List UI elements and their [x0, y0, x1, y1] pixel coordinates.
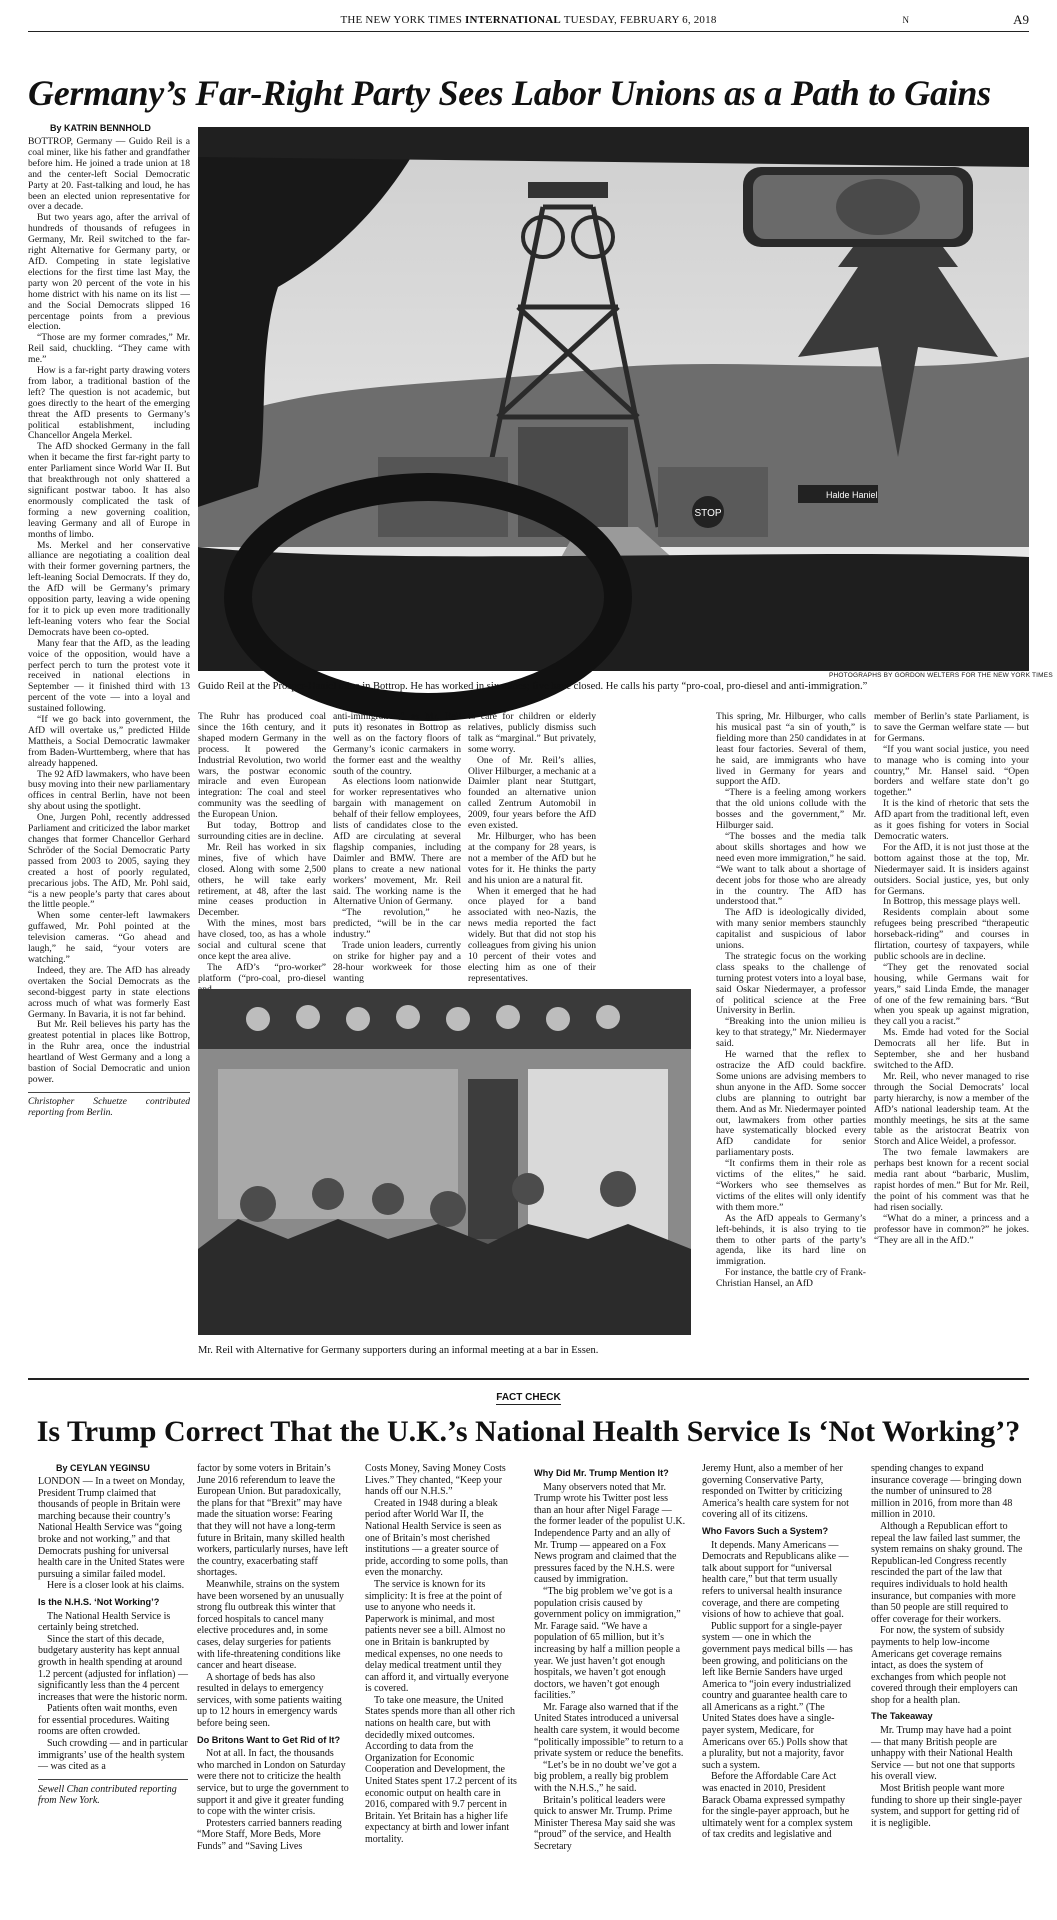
paragraph: How is a far-right party drawing voters from labor, a traditional bastion of the left? The question is not academic, but goes directly to the heart of the emerging threat the AfD presents to Germany’s political establishment, including Chancellor Angela Merkel. — [28, 365, 190, 442]
paragraph: For now, the system of subsidy payments to help low-income Americans get coverage remains intact, as does the system of exchanges from which people not covered through their employers can shop for a health plan. — [871, 1625, 1018, 1706]
paragraph: “The bosses and the media talk about skills shortages and how we need even more immigration,” he said. “We want to talk about a shortage of decent jobs for those who are already in the country. The AfD has understood that.” — [716, 830, 866, 908]
story2-column-6 — [871, 1463, 1023, 1918]
paragraph: Mr. Reil, who never managed to rise through the Social Democrats’ local party hierarchy, is now a member of the AfD’s national leadership team. At the monthly meetings, he sits at the same table as the aristocrat Beatrix von Storch and Alice Weidel, a professor. — [874, 1070, 1029, 1148]
paragraph: He warned that the reflex to ostracize the AfD could backfire. Some unions are advising members to shun anyone in the AfD. Some soccer clubs are planning to outright bar them. And as Mr. Niedermayer pointed out, lawmakers from other parties have systematically blocked every AfD candidate for senior parliamentary posts. — [716, 1049, 867, 1159]
story2-column-4 — [534, 1463, 686, 1918]
paragraph: Most British people want more funding to shore up their single-payer system, and support for getting rid of it is negligible. — [871, 1783, 1022, 1829]
paragraph: For the AfD, it is not just those at the bottom against those at the top, Mr. Niedermayer said. It is insiders against outsiders. Social justice, yes, but only for Germans. — [874, 841, 1029, 897]
paragraph: It depends. Many Americans — Democrats and Republicans alike — talk about support for “universal health care,” but that term usually refers to universal health insurance coverage, and there are competing visions of how to achieve that goal. — [702, 1539, 849, 1621]
paragraph: The AfD is ideologically divided, with many senior members staunchly capitalist and suspicious of labor unions. — [716, 907, 866, 952]
paragraph: Since the start of this decade, budgetary austerity has kept annual growth in health spending at around 1.2 percent (adjusted for inflation) — significantly less than the 4 percent increases that were the historic norm. — [38, 1633, 188, 1703]
section-divider — [28, 1378, 1029, 1380]
paragraph: Trade union leaders, currently on strike for higher pay and a 28-hour workweek for those wanting — [333, 940, 461, 984]
paragraph: One, Jurgen Pohl, recently addressed Parliament and criticized the labor market changes that former Chancellor Gerhard Schröder of the Social Democratic Party passed from 2003 to 2005, saying they created a host of poorly regulated, precarious jobs. The AfD, Mr. Pohl said, “is a new people’s party that cares about the little people.” — [28, 812, 190, 911]
masthead — [28, 6, 1029, 32]
paragraph: “If you want social justice, you need to manage who is coming into your country,” Mr. Hansel said. “Open borders and welfare state don’t go together.” — [874, 743, 1029, 799]
paragraph: “They get the renovated social housing, while Germans wait for years,” said Linda Emde, the manager of one of the few remaining bars. “But when you speak up against migration, they call you a racist.” — [874, 961, 1029, 1028]
subheading: Why Did Mr. Trump Mention It? — [534, 1468, 669, 1478]
paragraph: “What do a miner, a princess and a professor have in common?” he jokes. “They are all in the AfD.” — [874, 1212, 1029, 1246]
paragraph: “It confirms them in their role as victims of the elites,” he said. “Workers who see themselves as victims of the elites will only identify with them more.” — [716, 1158, 866, 1213]
story2-column-5 — [702, 1463, 854, 1918]
kicker-fact-check: FACT CHECK — [496, 1392, 561, 1403]
paragraph: The 92 AfD lawmakers, who have been busy moving into their new parliamentary offices in central Berlin, have not been shy about using the spotlight. — [28, 768, 190, 813]
paragraph: Ms. Merkel and her conservative alliance are negotiating a coalition deal with their former governing partners, the left-leaning Social Democrats. If they do, the AfD will be Germany’s primary opposition party, leaving a wide opening for it to pick up even more traditionally left-leaning voters who fear the Social Democrats have been co-opted. — [28, 539, 190, 638]
paragraph: In Bottrop, this message plays well. — [883, 896, 1021, 908]
paragraph: When it emerged that he had once played for a band associated with neo-Nazis, the news media reported the fact widely. But that did not stop his colleagues from giving his union 10 percent of their votes and electing him as one of their representatives. — [468, 885, 596, 984]
issue-date: TUESDAY, FEBRUARY 6, 2018 — [563, 14, 717, 26]
reporting-credit: Christopher Schuetze contributed reporting from Berlin. — [28, 1092, 190, 1119]
paragraph: The AfD shocked Germany in the fall when it became the first far-right party to enter Parliament since World War II. But that breakthrough not only shattered a significant postwar taboo. It has also enormously complicated the task of forming a new governing coalition, leaving Germany and all of Europe in months of limbo. — [28, 441, 190, 540]
paragraph: This spring, Mr. Hilburger, who calls his musical past “a sin of youth,” is fielding more than 250 candidates in at least four factories. Several of them, he said, are immigrants who have lived in Germany for years and support the AfD. — [716, 711, 866, 788]
paragraph: spending changes to expand insurance coverage — bringing down the number of uninsured to 28 million in 2016, from more than 48 million in 2010. — [871, 1463, 1022, 1521]
paragraph: Patients often wait months, even for essential procedures. Waiting rooms are often crowded. — [38, 1703, 178, 1738]
paragraph: A shortage of beds has also resulted in delays to emergency services, with some patients waiting up to 12 hours in emergency wards before being seen. — [197, 1671, 342, 1730]
story1-column-1 — [28, 137, 190, 1339]
paragraph: But two years ago, after the arrival of hundreds of thousands of refugees in Germany, Mr. Reil switched to the far-right Alternative for Germany party, or AfD. Competing in state legislative elections for the first time last May, the party won 20 percent of the vote in his home district with his name on its list — and the Social Democrats slipped 16 percentage points from a previous election. — [28, 212, 190, 333]
paragraph: Costs Money, Saving Money Costs Lives.” They chanted, “Keep your hands off our N.H.S.” — [365, 1463, 506, 1498]
paragraph: Indeed, they are. The AfD has already overtaken the Social Democrats as the second-biggest party in state elections across much of what was formerly East Germany. In Bavaria, it is not far behind. — [28, 964, 190, 1020]
paragraph: The service is known for its simplicity: It is free at the point of use to anyone who needs it. Paperwork is minimal, and most patients never see a bill. Almost no one in Britain is bankrupted by medical expenses, no one needs to delay medical treatment until they can afford it, and virtually everyone is covered. — [365, 1578, 509, 1695]
paragraph: anti-immigration,” as Mr. Reil puts it) resonates in Bottrop as well as on the factory floors of Germany’s iconic carmakers in the former east and the wealthy south of the country. — [333, 711, 461, 777]
paragraph: Public support for a single-payer system — one in which the government pays medical bills — has been growing, and politicians on the left like Bernie Sanders have urged America to “join every industrialized country and guarantee health care to all Americans as a right.” (The United States does have a single-payer system, Medicare, for Americans over 65.) Polls show that a plurality, but not a majority, favor such a system. — [702, 1620, 853, 1771]
paragraph: As elections loom nationwide for worker representatives who bargain with management on behalf of their fellow employees, lists of candidates close to the AfD are circulating at several flagship companies, including Daimler and BMW. There are plans to create a new national workers’ movement, Mr. Reil said. The working name is the Alternative Union of Germany. — [333, 776, 461, 908]
paragraph: Mr. Hilburger, who has been at the company for 28 years, is not a member of the AfD but he votes for it. He thinks the party and his union are a natural fit. — [468, 830, 596, 886]
paragraph: Protesters carried banners reading “More Staff, More Beds, More Funds” and “Saving Lives — [197, 1817, 342, 1852]
paragraph: Before the Affordable Care Act was enacted in 2010, President Barack Obama expressed sympathy for the single-payer approach, but he ultimately went for a complex system of tax credits and legislative and — [702, 1771, 853, 1841]
paragraph: For instance, the battle cry of Frank-Christian Hansel, an AfD — [716, 1267, 866, 1290]
paragraph: “The revolution,” he predicted, “will be in the car industry.” — [333, 907, 461, 941]
paragraph: Jeremy Hunt, also a member of her governing Conservative Party, responded on Twitter by criticizing America’s health care system for not covering all of its citizens. — [702, 1463, 849, 1521]
paragraph: Here is a closer look at his claims. — [47, 1580, 185, 1592]
subheading: The Takeaway — [871, 1711, 933, 1722]
paragraph: But Mr. Reil believes his party has the greatest potential in places like Bottrop, in the Ruhr area, once the industrial heartland of West Germany and a long a bastion of Social Democratic and union power. — [28, 1019, 190, 1085]
photo-credit: PHOTOGRAPHS BY GORDON WELTERS FOR THE NEW YORK TIMES — [829, 672, 1053, 679]
story1-column-3 — [333, 711, 461, 984]
paragraph: Ms. Emde had voted for the Social Democrats all her life. But in September, she and her husband switched to the AfD. — [874, 1027, 1029, 1071]
paragraph: Meanwhile, strains on the system have been worsened by an unusually strong flu outbreak this winter that forced hospitals to cancel many elective procedures and, in some cases, delay surgeries for patients with life-threatening conditions like cancer and heart disease. — [197, 1578, 344, 1672]
photo-mine-from-car — [198, 127, 1029, 671]
paragraph: The strategic focus on the working class speaks to the challenge of turning protest voters into a loyal base, said Oskar Niedermayer, a professor of political science at the Free University in Berlin. — [716, 950, 866, 1017]
paper-name: THE NEW YORK TIMES — [340, 14, 463, 26]
paragraph: Mr. Farage also warned that if the United States introduced a universal health care system, it would become “politically impossible” to return to a private system or reduce the benefits. — [534, 1701, 684, 1760]
headline-germany: Germany’s Far-Right Party Sees Labor Unions as a Path to Gains — [28, 73, 991, 113]
paragraph: The two female lawmakers are perhaps best known for a recent social media rant about “barbaric, Muslim, rapist hordes of men.” But for Mr. Reil, the point of his comment was that he had risen socially. — [874, 1147, 1029, 1213]
paragraph: The Ruhr has produced coal since the 16th century, and it shaped modern Germany in the process. It powered the Industrial Revolution, two world wars, the postwar economic miracle and even European integration: The coal and steel community was the seedling of the European Union. — [198, 711, 326, 821]
paragraph: To take one measure, the United States spends more than all other rich nations on health care, but with decidedly mixed outcomes. According to data from the Organization for Economic Cooperation and Development, the United States spent 17.2 percent of its economic output on health care in 2016, compared with 9.7 percent in Britain. Yet Britain has a higher life expectancy at birth and lower infant mortality. — [365, 1694, 517, 1845]
story1-column-2 — [198, 711, 326, 984]
story2-column-1 — [38, 1476, 188, 1916]
paragraph: Many fear that the AfD, as the leading voice of the opposition, would have a perfect perch to turn the protest vote it received in national elections in September — it finished third with 13 percent of the vote — into a loyal and sustained following. — [28, 637, 190, 715]
paragraph: Such crowding — and in particular immigrants’ use of the health system — was cited as a — [38, 1738, 188, 1773]
paragraph: With the mines, most bars have closed, too, as has a whole social and cultural scene that once kept the area alive. — [198, 918, 326, 962]
masthead-line — [28, 14, 1029, 26]
story1-column-4 — [468, 711, 596, 984]
story2-column-2 — [197, 1463, 349, 1918]
paragraph: BOTTROP, Germany — Guido Reil is a coal miner, like his father and grandfather before him. He joined a trade union at 18 and the center-left Social Democratic Party at 20. Fast-talking and loud, he has been an elected union representative for over a decade. — [28, 136, 190, 213]
paragraph: “Let’s be in no doubt we’ve got a big problem, a really big problem with the N.H.S.,” he said. — [534, 1759, 677, 1795]
edition-marker: N — [902, 15, 909, 25]
page-number: A9 — [1013, 12, 1029, 27]
paragraph: Not at all. In fact, the thousands who marched in London on Saturday were there not to criticize the health service, but to urge the government to support it and give it greater funding to cope with the winter crisis. — [197, 1748, 349, 1818]
paragraph: Residents complain about some refugees being prescribed “therapeutic horseback-riding” and courses in flirtation, courtesy of taxpayers, while public schools are in decline. — [874, 907, 1029, 962]
paragraph: Created in 1948 during a bleak period after World War II, the National Health Service is seen as one of Britain’s most cherished institutions — a greater source of pride, according to some polls, than even the monarchy. — [365, 1497, 509, 1579]
photo-caption-bar: Mr. Reil with Alternative for Germany supporters during an informal meeting at a bar in Essen. — [198, 1345, 599, 1356]
paragraph: “If we go back into government, the AfD will overtake us,” predicted Hilde Mattheis, a Social Democratic lawmaker from Baden-Wurttemberg, where that has already happened. — [28, 714, 190, 769]
byline-yeginsu: By CEYLAN YEGINSU — [56, 1463, 150, 1473]
paragraph: But today, Bottrop and surrounding cities are in decline. — [198, 820, 326, 842]
paragraph: When some center-left lawmakers guffawed, Mr. Pohl pointed at the television cameras. “Go ahead and laugh,” he said, “your voters are watching.” — [28, 910, 190, 965]
paragraph: As the AfD appeals to Germany’s left-behinds, it is also trying to tie them to other parts of the party’s agenda, like its hard line on immigration. — [716, 1212, 866, 1268]
paragraph: Many observers noted that Mr. Trump wrote his Twitter post less than an hour after Nigel Farage — the former leader of the populist U.K. Independence Party and an ally of Mr. Trump — appeared on a Fox News program and claimed that the pressures faced by the N.H.S. were caused by immigration. — [534, 1481, 686, 1586]
paragraph: “The big problem we’ve got is a population crisis caused by government policy on immigration,” Mr. Farage said. “We have a population of 65 million, but it’s increasing by half a million people a year. We just haven’t got enough hospitals, we haven’t got enough doctors, we haven’t got enough facilities.” — [534, 1585, 681, 1702]
paragraph: Although a Republican effort to repeal the law failed last summer, the system remains on shaky ground. The Republican-led Congress recently rescinded the part of the law that requires individuals to hold health insurance, but companies with more than 50 people are still required to offer coverage for their workers. — [871, 1520, 1023, 1625]
paragraph: The AfD’s “pro-worker” platform (“pro-coal, pro-diesel — [198, 961, 326, 984]
paragraph: One of Mr. Reil’s allies, Oliver Hilburger, a mechanic at a Daimler plant near Stuttgart, founded an alternative union called Zentrum Automobil in 2009, four years before the AfD even existed. — [468, 754, 596, 832]
paragraph: “Those are my former comrades,” Mr. Reil said, chuckling. “They came with me.” — [28, 332, 190, 366]
paragraph: member of Berlin’s state Parliament, is to save the German welfare state — but for Germans. — [874, 711, 1029, 744]
paragraph: LONDON — In a tweet on Monday, President Trump claimed that thousands of people in Britain were marching because their country’s National Health Service was “going broke and not working,” and that Democrats pushing for universal health care in the United States were pursuing a similar failed model. — [38, 1476, 185, 1580]
byline-bennhold: By KATRIN BENNHOLD — [50, 123, 151, 133]
paragraph: factor by some voters in Britain’s June 2016 referendum to leave the European Union. But paradoxically, the plans for that “Brexit” may have made the situation worse: Fearing that they will not have a long-term future in Britain, many skilled health workers, particularly nurses, have left the country, exacerbating staff shortages. — [197, 1463, 349, 1579]
street-sign-label: Halde Haniel — [826, 490, 878, 500]
story1-column-5 — [716, 712, 866, 1342]
paragraph: “There is a feeling among workers that the old unions collude with the bosses and the government,” Mr. Hilburger said. — [716, 787, 866, 832]
photo-bar-meeting — [198, 989, 691, 1335]
story1-column-6 — [874, 712, 1029, 1342]
paragraph: Mr. Reil has worked in six mines, five of which have closed. Along with some 2,500 others, he will take early retirement, at 48, after the last mine ceases production in December. — [198, 841, 326, 919]
headline-trump-nhs: Is Trump Correct That the U.K.’s National Health Service Is ‘Not Working’? — [36, 1415, 1021, 1448]
paragraph: to care for children or elderly relatives, publicly dismiss such talk as “marginal.” But privately, some worry. — [468, 711, 596, 755]
subheading: Who Favors Such a System? — [702, 1525, 829, 1536]
stop-sign: STOP — [694, 508, 722, 519]
paragraph: Britain’s political leaders were quick to answer Mr. Trump. Prime Minister Theresa May said she was “proud” of the service, and Health Secretary — [534, 1794, 676, 1852]
paragraph: The National Health Service is certainly being stretched. — [38, 1610, 171, 1634]
edition-name: INTERNATIONAL — [465, 14, 561, 26]
paragraph: It is the kind of rhetoric that sets the AfD apart from the traditional left, even as it goes fishing for voters in Social Democratic waters. — [874, 798, 1029, 842]
subheading: Do Britons Want to Get Rid of It? — [197, 1734, 341, 1745]
reporting-credit: Sewell Chan contributed reporting from New York. — [38, 1779, 188, 1807]
paragraph: “Breaking into the union milieu is key to that strategy,” Mr. Niedermayer said. — [716, 1016, 866, 1050]
subheading: Is the N.H.S. ‘Not Working’? — [38, 1596, 160, 1607]
story2-column-3 — [365, 1463, 517, 1918]
photo-caption-mine: Guido Reil at the Prosper-Haniel mine in Bottrop. He has worked in six mines; five have closed. He calls his party “pro-coal, pro-diesel and anti-immigration.” — [198, 681, 868, 692]
paragraph: Mr. Trump may have had a point — that many British people are unhappy with their National Health Service — but not one that supports his overall view. — [871, 1725, 1015, 1783]
